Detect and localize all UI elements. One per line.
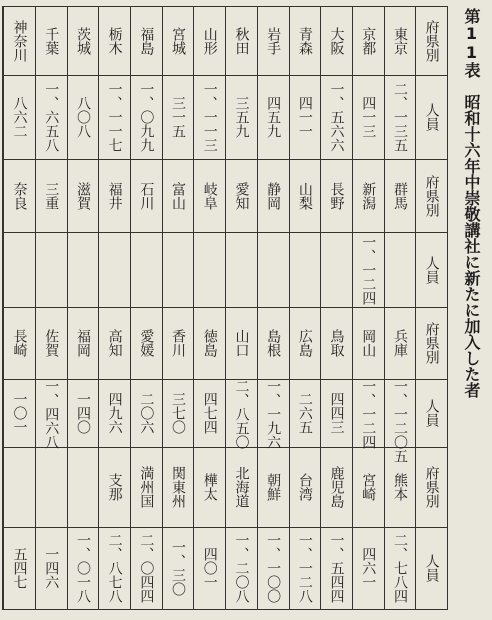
prefecture-name: 群馬 (391, 181, 408, 210)
header-pref-label: 府県別 (423, 20, 440, 62)
member-count: 二、八五〇 (233, 379, 250, 449)
member-count: 一、一九六 (265, 379, 282, 449)
member-count: 二六五 (296, 392, 313, 434)
prefecture-name: 大阪 (328, 27, 345, 55)
column-divider (320, 7, 321, 609)
prefecture-name: 茨城 (74, 27, 91, 55)
prefecture-name: 愛知 (233, 181, 250, 210)
header-count-label: 人員 (423, 255, 440, 284)
data-table (2, 6, 448, 610)
prefecture-name: 満州国 (138, 466, 155, 508)
prefecture-name: 神奈川 (11, 20, 28, 62)
prefecture-name: 長崎 (11, 329, 28, 357)
member-count: 四九六 (106, 392, 123, 434)
header-count-label: 人員 (423, 103, 440, 131)
column-divider (193, 7, 194, 609)
member-count: 四七四 (201, 392, 218, 434)
header-pref-label: 府県別 (423, 322, 440, 364)
member-count: 四五九 (265, 96, 282, 138)
member-count: 二〇六 (138, 392, 155, 434)
column-divider (415, 7, 416, 609)
prefecture-name: 岐阜 (201, 181, 218, 210)
prefecture-name: 朝鮮 (265, 473, 282, 501)
member-count: 一、一二四 (360, 379, 377, 449)
prefecture-name: 愛媛 (138, 329, 155, 357)
column-divider (384, 7, 385, 609)
member-count: 二、一三五 (391, 82, 408, 152)
column-divider (98, 7, 99, 609)
table-title: 第11表 昭和十六年中崇敬講社に新たに加入した者 (462, 8, 481, 398)
member-count: 一〇一 (11, 392, 28, 434)
prefecture-name: 青森 (296, 27, 313, 55)
prefecture-name: 東京 (391, 27, 408, 55)
prefecture-name: 鳥取 (328, 329, 345, 357)
member-count: 一、一二八 (296, 533, 313, 603)
prefecture-name: 三重 (43, 181, 60, 210)
prefecture-name: 支那 (106, 473, 123, 501)
prefecture-name: 石川 (138, 181, 155, 210)
member-count: 三七〇 (170, 392, 187, 434)
prefecture-name: 高知 (106, 329, 123, 357)
member-count: 一四六 (43, 547, 60, 589)
prefecture-name: 静岡 (265, 181, 282, 210)
member-count: 四六一 (360, 547, 377, 589)
column-divider (3, 7, 4, 609)
prefecture-name: 福岡 (74, 329, 91, 357)
member-count: 一、四六八 (43, 379, 60, 449)
prefecture-name: 島根 (265, 329, 282, 357)
prefecture-name: 佐賀 (43, 329, 60, 357)
prefecture-name: 台湾 (296, 473, 313, 501)
member-count: 二、八七八 (106, 533, 123, 603)
prefecture-name: 徳島 (201, 329, 218, 357)
prefecture-name: 山形 (201, 27, 218, 55)
prefecture-name: 福島 (138, 27, 155, 55)
prefecture-name: 山梨 (296, 181, 313, 210)
prefecture-name: 樺太 (201, 473, 218, 501)
prefecture-name: 山口 (233, 329, 250, 357)
member-count: 一、三〇 (170, 540, 187, 596)
member-count: 一、五四四 (328, 533, 345, 603)
prefecture-name: 熊本 (391, 473, 408, 501)
member-count: 四一一 (296, 96, 313, 138)
prefecture-name: 兵庫 (391, 329, 408, 357)
prefecture-name: 関東州 (170, 466, 187, 508)
member-count: 一、一一七 (106, 82, 123, 152)
prefecture-name: 千葉 (43, 27, 60, 55)
column-divider (289, 7, 290, 609)
member-count: 一、一二〇五 (391, 379, 408, 463)
column-divider (352, 7, 353, 609)
member-count: 一四〇 (74, 392, 91, 434)
prefecture-name: 福井 (106, 181, 123, 210)
prefecture-name: 秋田 (233, 27, 250, 55)
prefecture-name: 岡山 (360, 329, 377, 357)
prefecture-name: 滋賀 (74, 181, 91, 210)
member-count: 八六二 (11, 96, 28, 138)
column-divider (130, 7, 131, 609)
member-count: 一、二〇八 (233, 533, 250, 603)
member-count: 一、一一三 (201, 82, 218, 152)
prefecture-name: 新潟 (360, 181, 377, 210)
member-count: 一、〇九九 (138, 82, 155, 152)
prefecture-name: 北海道 (233, 466, 250, 508)
prefecture-name: 宮城 (170, 27, 187, 55)
member-count: 二、七八四 (391, 533, 408, 603)
prefecture-name: 栃木 (106, 27, 123, 55)
header-count-label: 人員 (423, 554, 440, 582)
member-count: 一、一〇〇 (265, 533, 282, 603)
prefecture-name: 宮崎 (360, 473, 377, 501)
member-count: 一、六五八 (43, 82, 60, 152)
prefecture-name: 広島 (296, 329, 313, 357)
column-divider (35, 7, 36, 609)
member-count: 八〇八 (74, 96, 91, 138)
prefecture-name: 富山 (170, 181, 187, 210)
member-count: 三五九 (233, 96, 250, 138)
member-count: 三一五 (170, 96, 187, 138)
member-count: 二、〇四四 (138, 533, 155, 603)
header-pref-label: 府県別 (423, 466, 440, 508)
header-count-label: 人員 (423, 399, 440, 427)
member-count: 一、〇一八 (74, 533, 91, 603)
member-count: 五四七 (11, 547, 28, 589)
prefecture-name: 長野 (328, 181, 345, 210)
member-count: 一、一二四 (360, 234, 377, 305)
prefecture-name: 岩手 (265, 27, 282, 55)
column-divider (162, 7, 163, 609)
header-pref-label: 府県別 (423, 174, 440, 217)
member-count: 四〇一 (201, 547, 218, 589)
prefecture-name: 奈良 (11, 181, 28, 210)
column-divider (257, 7, 258, 609)
column-divider (225, 7, 226, 609)
prefecture-name: 京都 (360, 27, 377, 55)
member-count: 一、五六六 (328, 82, 345, 152)
prefecture-name: 香川 (170, 329, 187, 357)
member-count: 四一三 (360, 96, 377, 138)
prefecture-name: 鹿児島 (328, 466, 345, 508)
member-count: 四四三 (328, 392, 345, 434)
column-divider (67, 7, 68, 609)
